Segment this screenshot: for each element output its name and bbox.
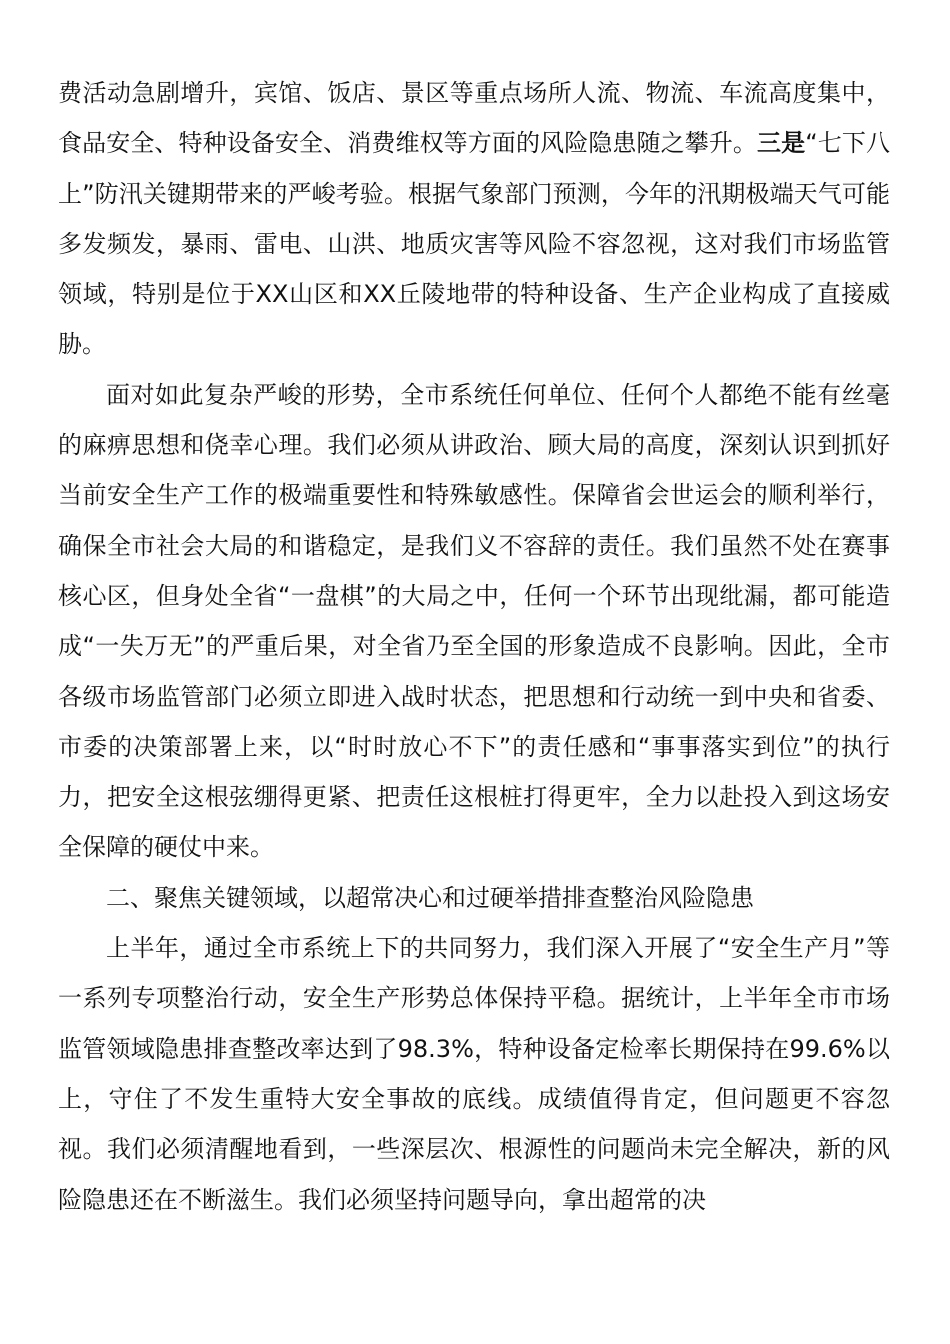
paragraph-text: “七下八上”防汛关键期带来的严峻考验。根据气象部门预测，今年的汛期极端天气可能多发频发，暴雨、雷电、山洪、地质灾害等风险不容忽视，这对我们市场监管领域，特别是位于XX山区和XX丘陵地带的特种设备、生产企业构成了直接威胁。: [58, 129, 891, 359]
bold-marker-third: 三是: [757, 129, 806, 158]
document-body: [58, 68, 890, 1225]
section-heading-2: 二、聚焦关键领域，以超常决心和过硬举措排查整治风险隐患: [106, 883, 754, 912]
paragraph-first-half-review: 上半年，通过全市系统上下的共同努力，我们深入开展了“安全生产月”等一系列专项整治行动，安全生产形势总体保持平稳。据统计，上半年全市市场监管领域隐患排查整改率达到了98.3%，特种设备定检率长期保持在99.6%以上，守住了不发生重特大安全事故的底线。成绩值得肯定，但问题更不容忽视。我们必须清醒地看到，一些深层次、根源性的问题尚未完全解决，新的风险隐患还在不断滋生。我们必须坚持问题导向，拿出超常的决: [58, 934, 890, 1214]
paragraph-risk-overview: [58, 68, 890, 370]
paragraph-text: 费活动急剧增升，宾馆、饭店、景区等重点场所人流、物流、车流高度集中，食品安全、特种设备安全、消费维权等方面的风险隐患随之攀升。: [58, 79, 890, 158]
paragraph-situation: 面对如此复杂严峻的形势，全市系统任何单位、任何个人都绝不能有丝毫的麻痹思想和侥幸心理。我们必须从讲政治、顾大局的高度，深刻认识到抓好当前安全生产工作的极端重要性和特殊敏感性。保障省会世运会的顺利举行，确保全市社会大局的和谐稳定，是我们义不容辞的责任。我们虽然不处在赛事核心区，但身处全省“一盘棋”的大局之中，任何一个环节出现纰漏，都可能造成“一失万无”的严重后果，对全省乃至全国的形象造成不良影响。因此，全市各级市场监管部门必须立即进入战时状态，把思想和行动统一到中央和省委、市委的决策部署上来，以“时时放心不下”的责任感和“事事落实到位”的执行力，把安全这根弦绷得更紧、把责任这根桩打得更牢，全力以赴投入到这场安全保障的硬仗中来。: [58, 380, 890, 862]
